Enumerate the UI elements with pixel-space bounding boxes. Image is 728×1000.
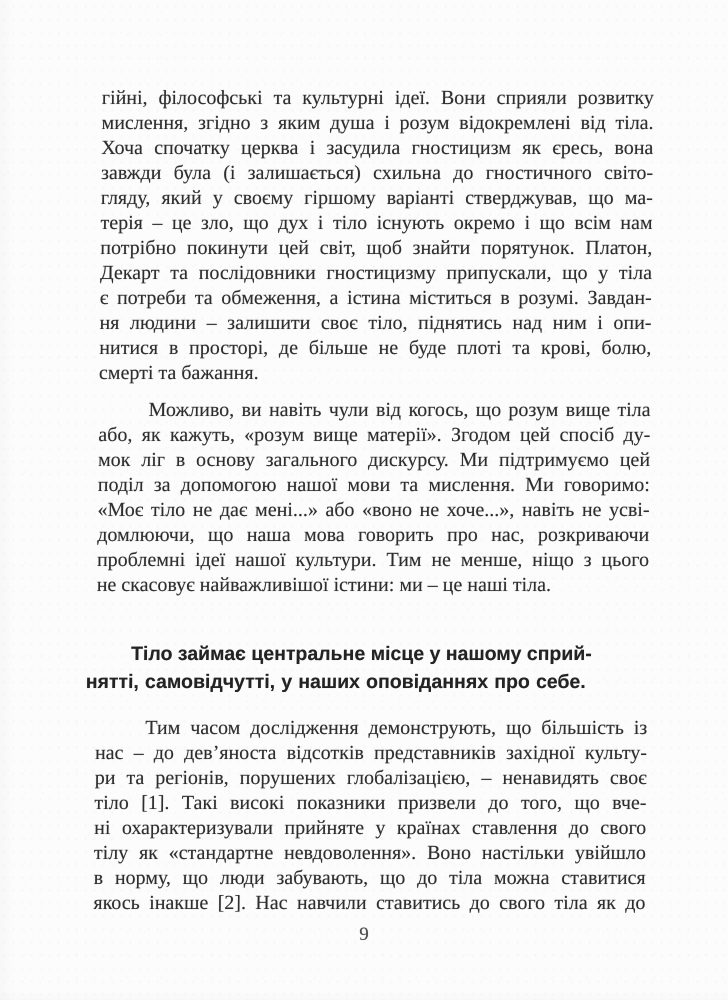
text-line: поділ за допомогою нашої мови та мислення. Ми говоримо: bbox=[97, 474, 650, 496]
text-line: нас – до дев’яноста відсотків представників західної культу- bbox=[94, 742, 648, 764]
text-line: ні охарактеризували прийняте у країнах ставлення до свого bbox=[94, 817, 647, 839]
text-line: якось інакше [2]. Нас навчили ставитись до свого тіла як до bbox=[93, 892, 646, 914]
text-line: Хоча спочатку церква і засудила гностицизм як єресь, вона bbox=[101, 137, 654, 159]
text-line: домлюючи, що наша мова говорить про нас, розкриваючи bbox=[97, 524, 650, 546]
text-line: Декарт та послідовники гностицизму припускали, що у тіла bbox=[99, 262, 653, 284]
text-line: або, як кажуть, «розум вище матерії». Згодом цей спосіб ду- bbox=[98, 424, 651, 446]
page-text bbox=[85, 86, 654, 916]
text-line: ня людини – залишити своє тіло, піднятись над ним і опи- bbox=[99, 312, 652, 334]
paragraph-2 bbox=[97, 398, 651, 598]
text-line: проблемні ідеї нашої культури. Тим не менше, ніщо з цього bbox=[96, 549, 650, 571]
text-line: ри та регіонів, порушених глобалізацією, – ненавидять своє bbox=[94, 767, 647, 789]
text-line: смерті та бажання. bbox=[98, 362, 259, 384]
text-line: не скасовує найважливішої істини: ми – це наші тіла. bbox=[96, 574, 552, 596]
text-line: тіло [1]. Такі високі показники призвели до того, що вче- bbox=[94, 792, 647, 814]
text-line: Можливо, ви навіть чули від когось, що розум вище тіла bbox=[148, 399, 651, 421]
text-line: в норму, що люди забувають, що до тіла можна ставитися bbox=[93, 867, 646, 889]
text-line: Тіло займає центральне місце у нашому сприй- bbox=[130, 643, 592, 665]
page-number: 9 bbox=[359, 924, 369, 945]
text-line: терія – це зло, що дух і тіло існують окремо і що всім нам bbox=[100, 212, 653, 234]
text-line: гляду, який у своєму гіршому варіанті стверджував, що ма- bbox=[100, 187, 653, 209]
text-line: мислення, згідно з яким душа і розум відокремлені від тіла. bbox=[101, 112, 654, 134]
paragraph-3 bbox=[93, 716, 647, 916]
text-line: тілу як «стандартне невдоволення». Воно настільки увійшло bbox=[93, 842, 647, 864]
paragraph-1 bbox=[99, 86, 654, 386]
text-line: потрібно покинути цей світ, щоб знайти порятунок. Платон, bbox=[100, 237, 653, 259]
text-line: гійні, філософські та культурні ідеї. Вони сприяли розвитку bbox=[101, 87, 654, 109]
text-line: мок ліг в основу загального дискурсу. Ми підтримуємо цей bbox=[97, 449, 651, 471]
text-line: є потреби та обмеження, а істина міститься в розумі. Завдан- bbox=[99, 287, 652, 309]
text-line: Тим часом дослідження демонструють, що більшість із bbox=[145, 717, 648, 739]
page-footer bbox=[0, 924, 728, 946]
text-line: завжди була (і залишається) схильна до гностичного світо- bbox=[100, 162, 654, 184]
text-line: нятті, самовідчутті, у наших оповіданнях про себе. bbox=[85, 671, 586, 693]
text-line: «Моє тіло не дає мені...» або «воно не хоче...», навіть не усві- bbox=[97, 499, 650, 521]
callout-bold bbox=[85, 640, 592, 696]
text-line: нитися в просторі, де більше не буде плоті та крові, болю, bbox=[99, 337, 652, 359]
